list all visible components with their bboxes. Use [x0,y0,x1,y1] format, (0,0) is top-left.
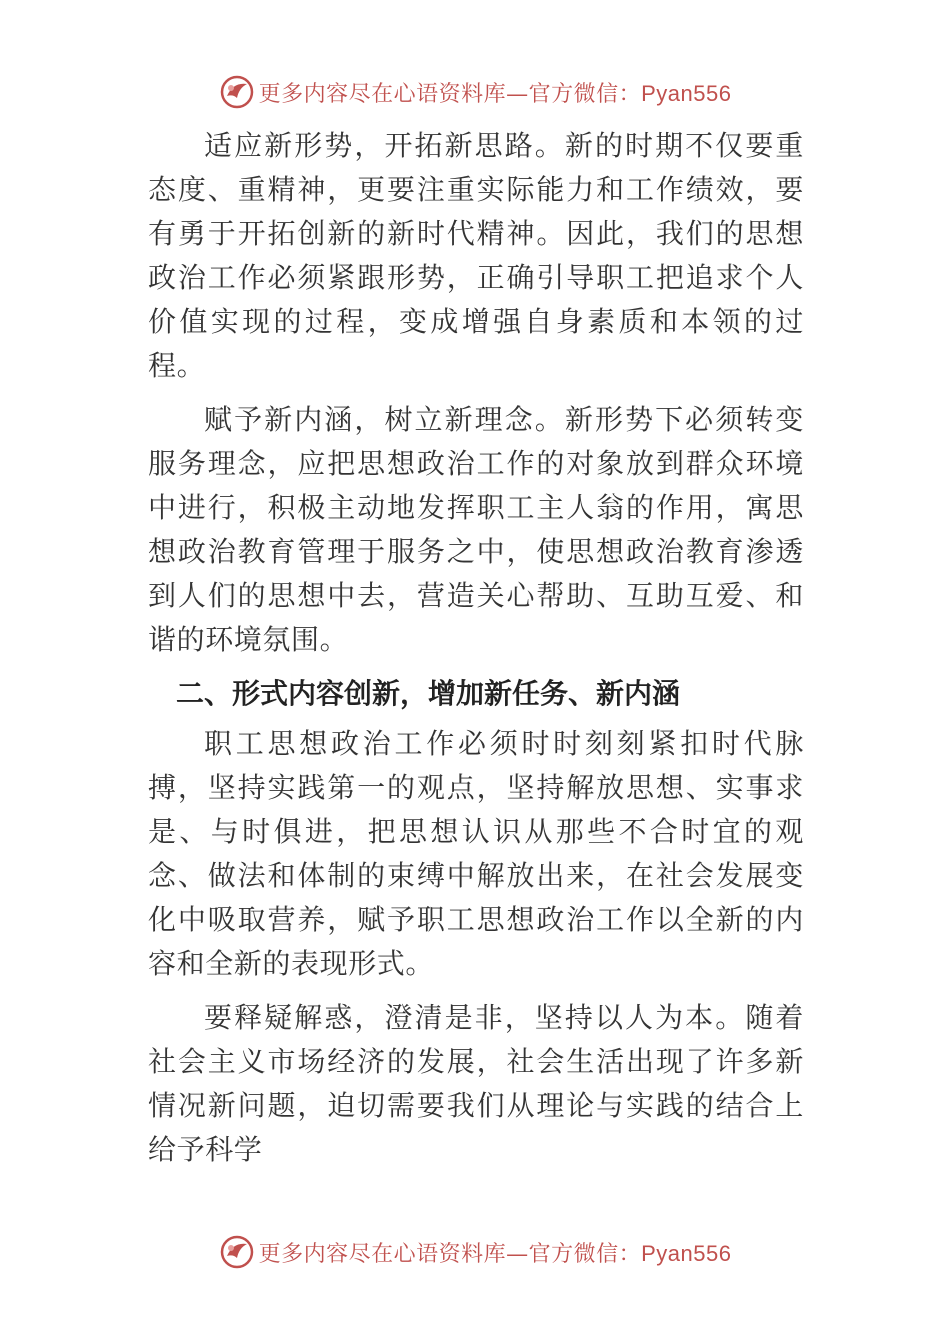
footer-banner [0,1230,950,1274]
brand-logo-icon [219,74,255,110]
header-banner [0,70,950,114]
paragraph: 职工思想政治工作必须时时刻刻紧扣时代脉搏，坚持实践第一的观点，坚持解放思想、实事求是、与时俱进，把思想认识从那些不合时宜的观念、做法和体制的束缚中解放出来，在社会发展变化中吸取营养，赋予职工思想政治工作以全新的内容和全新的表现形式。 [148,727,804,980]
paragraph: 适应新形势，开拓新思路。新的时期不仅要重态度、重精神，更要注重实际能力和工作绩效，要有勇于开拓创新的新时代精神。因此，我们的思想政治工作必须紧跟形势，正确引导职工把追求个人价值实现的过程，变成增强自身素质和本领的过程。 [148,129,804,382]
header-banner-text: 更多内容尽在心语资料库—官方微信：Pyan556 [258,80,732,107]
brand-logo-icon [219,1234,255,1270]
section-heading: 二、形式内容创新，增加新任务、新内涵 [176,677,681,710]
footer-banner-text: 更多内容尽在心语资料库—官方微信：Pyan556 [258,1240,732,1267]
document-body [148,124,804,1182]
paragraph: 要释疑解惑，澄清是非，坚持以人为本。随着社会主义市场经济的发展，社会生活出现了许多新情况新问题，迫切需要我们从理论与实践的结合上给予科学 [148,1001,804,1166]
paragraph: 赋予新内涵，树立新理念。新形势下必须转变服务理念，应把思想政治工作的对象放到群众环境中进行，积极主动地发挥职工主人翁的作用，寓思想政治教育管理于服务之中，使思想政治教育渗透到人们的思想中去，营造关心帮助、互助互爱、和谐的环境氛围。 [148,403,804,656]
